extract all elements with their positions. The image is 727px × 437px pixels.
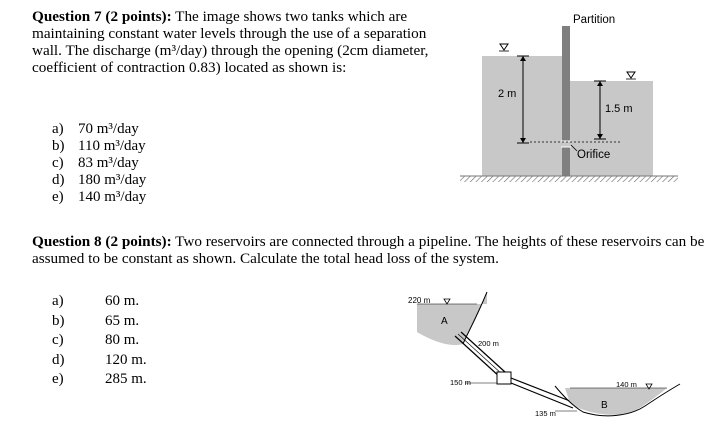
option-letter: b) <box>52 138 65 154</box>
bottom-elevation-label: 135 m <box>535 409 556 418</box>
question-7-body: The image shows two tanks which are maintaining constant water levels through the use of a separation wall. The discharge (m³/day) through the opening (2cm diameter, coefficient of contraction 0.83) located as shown is: <box>32 8 429 76</box>
right-tank-water <box>570 81 653 176</box>
option-text: 140 m³/day <box>78 189 147 205</box>
left-depth-label: 2 m <box>498 88 517 100</box>
left-water-level-icon <box>500 44 508 50</box>
question-8-options <box>52 292 147 390</box>
q7-option-a[interactable] <box>52 121 146 138</box>
q7-option-c[interactable] <box>52 155 146 172</box>
tank-partition-figure <box>460 5 690 190</box>
option-text: 285 m. <box>105 371 147 387</box>
option-letter: b) <box>52 312 65 329</box>
question-8-text <box>32 233 722 267</box>
pipe-junction <box>497 372 511 384</box>
reservoir-a-label: A <box>441 316 448 327</box>
option-letter: d) <box>52 351 65 368</box>
reservoir-a-level-icon <box>444 299 450 304</box>
option-letter: a) <box>52 121 64 137</box>
option-text: 70 m³/day <box>78 121 139 137</box>
question-7-heading: Question 7 (2 points): <box>32 8 172 25</box>
left-tank-water <box>482 56 562 176</box>
option-text: 80 m. <box>105 332 140 348</box>
elevation-a-label: 220 m <box>408 296 431 305</box>
option-letter: e) <box>52 189 64 205</box>
partition-label: Partition <box>573 14 616 26</box>
q7-option-d[interactable] <box>52 172 146 189</box>
q7-option-e[interactable] <box>52 189 146 206</box>
junction-elevation-label: 150 m <box>450 378 471 387</box>
question-7-options <box>52 121 146 206</box>
reservoir-b-label: B <box>601 400 608 411</box>
option-letter: c) <box>52 332 64 348</box>
elevation-b-label: 140 m <box>616 380 637 389</box>
q8-option-b[interactable] <box>52 312 147 332</box>
reservoir-pipeline-figure <box>405 286 695 432</box>
question-8-body: Two reservoirs are connected through a pipeline. The heights of these reservoirs can be assumed to be constant as shown. Calculate the total head loss of the system. <box>32 233 705 267</box>
option-text: 65 m. <box>105 312 140 329</box>
right-water-level-icon <box>627 72 635 78</box>
question-8-heading: Question 8 (2 points): <box>32 233 172 250</box>
option-text: 110 m³/day <box>78 138 146 154</box>
option-text: 60 m. <box>105 293 140 309</box>
q8-option-a[interactable] <box>52 292 147 312</box>
q7-option-b[interactable] <box>52 138 146 155</box>
q8-option-e[interactable] <box>52 370 147 390</box>
ground-hatch <box>460 176 678 182</box>
option-text: 83 m³/day <box>78 155 139 171</box>
orifice-label: Orifice <box>577 149 611 161</box>
question-7-text <box>32 8 452 76</box>
pipe-upper-elevation-label: 200 m <box>478 339 499 348</box>
option-letter: c) <box>52 155 64 171</box>
option-letter: e) <box>52 371 64 387</box>
right-depth-label: 1.5 m <box>605 103 633 115</box>
option-text: 120 m. <box>105 351 147 368</box>
q8-option-c[interactable] <box>52 331 147 351</box>
pipe-lower-segment <box>511 378 575 403</box>
option-letter: d) <box>52 172 65 188</box>
option-text: 180 m³/day <box>78 172 147 188</box>
q8-option-d[interactable] <box>52 351 147 371</box>
option-letter: a) <box>52 293 64 309</box>
partition-wall <box>562 26 570 176</box>
